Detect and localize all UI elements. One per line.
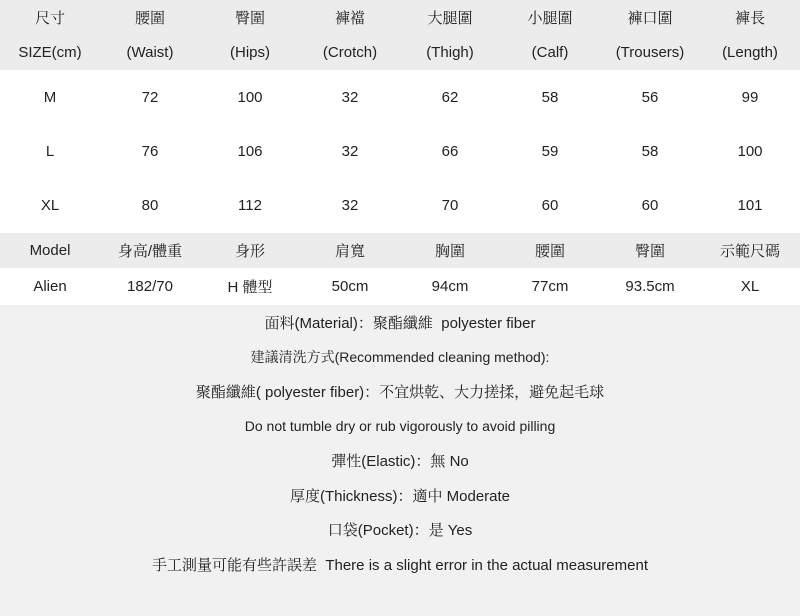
trousers-value: 60 xyxy=(641,197,659,215)
size-chart-table xyxy=(0,0,800,233)
hips-value: 100 xyxy=(237,88,263,106)
size-header-zh-row xyxy=(0,0,800,35)
waist-value: 80 xyxy=(141,197,159,215)
thigh-value: 70 xyxy=(441,197,459,215)
model-header-waist: 腰圍 xyxy=(534,242,565,260)
note-elastic: 彈性(Elastic)：無 No xyxy=(331,453,469,471)
size-label: M xyxy=(43,88,57,106)
calf-value: 60 xyxy=(541,197,559,215)
size-header-en-row xyxy=(0,35,800,70)
trousers-value: 58 xyxy=(641,142,659,160)
crotch-value: 32 xyxy=(341,88,359,106)
header-thigh-en: (Thigh) xyxy=(426,44,474,61)
model-header-chest: 胸圍 xyxy=(434,242,465,260)
model-height-weight: 182/70 xyxy=(127,277,173,295)
model-size: XL xyxy=(740,277,760,295)
note-material: 面料(Material)：聚酯纖維 polyester fiber xyxy=(264,314,536,332)
thigh-value: 66 xyxy=(441,142,459,160)
model-header-hips: 臀圍 xyxy=(634,242,665,260)
header-calf-en: (Calf) xyxy=(531,44,569,61)
model-header-body-type: 身形 xyxy=(234,242,265,260)
model-header-shoulder: 肩寬 xyxy=(334,242,365,260)
model-shoulder: 50cm xyxy=(331,277,369,295)
crotch-value: 32 xyxy=(341,197,359,215)
size-row-m xyxy=(0,70,800,124)
waist-value: 76 xyxy=(141,142,159,160)
hips-value: 106 xyxy=(237,142,263,160)
model-header-height-weight: 身高/體重 xyxy=(117,242,183,260)
waist-value: 72 xyxy=(141,88,159,106)
note-measurement-disclaimer: 手工測量可能有些許誤差 There is a slight error in the actual measurement xyxy=(152,556,648,574)
calf-value: 58 xyxy=(541,88,559,106)
header-trousers-zh: 褲口圍 xyxy=(627,10,673,27)
header-crotch-en: (Crotch) xyxy=(322,44,378,61)
length-value: 99 xyxy=(741,88,759,106)
model-body-type: H 體型 xyxy=(227,278,273,296)
header-size-en: SIZE(cm) xyxy=(18,44,82,61)
size-label: L xyxy=(45,142,55,160)
product-notes xyxy=(0,305,800,616)
hips-value: 112 xyxy=(238,197,262,215)
header-crotch-zh: 褲襠 xyxy=(334,10,365,27)
header-length-zh: 褲長 xyxy=(734,10,765,27)
model-row xyxy=(0,268,800,305)
size-row-xl xyxy=(0,179,800,233)
trousers-value: 56 xyxy=(641,88,659,106)
model-name: Alien xyxy=(33,277,67,295)
model-info-table xyxy=(0,233,800,305)
crotch-value: 32 xyxy=(341,142,359,160)
model-hips: 93.5cm xyxy=(625,277,675,295)
calf-value: 59 xyxy=(541,142,559,160)
note-cleaning-instructions-en: Do not tumble dry or rub vigorously to avoid pilling xyxy=(244,418,556,435)
header-size-zh: 尺寸 xyxy=(34,10,65,27)
header-waist-zh: 腰圍 xyxy=(134,10,165,27)
length-value: 101 xyxy=(737,197,763,215)
model-chest: 94cm xyxy=(431,277,469,295)
header-hips-en: (Hips) xyxy=(230,44,270,61)
size-row-l xyxy=(0,124,800,178)
model-waist: 77cm xyxy=(531,277,569,295)
header-trousers-en: (Trousers) xyxy=(615,44,685,61)
length-value: 100 xyxy=(737,142,763,160)
header-hips-zh: 臀圍 xyxy=(234,10,265,27)
note-cleaning-heading: 建議清洗方式(Recommended cleaning method): xyxy=(250,348,550,365)
model-header-row xyxy=(0,233,800,268)
size-label: XL xyxy=(40,197,60,215)
model-header-size: 示範尺碼 xyxy=(719,242,780,260)
note-pocket: 口袋(Pocket)：是 Yes xyxy=(327,522,473,540)
header-calf-zh: 小腿圍 xyxy=(527,10,573,27)
note-cleaning-instructions-zh: 聚酯纖維( polyester fiber)：不宜烘乾、大力搓揉，避免起毛球 xyxy=(195,383,605,401)
header-waist-en: (Waist) xyxy=(126,44,174,61)
model-header-model: Model xyxy=(29,241,71,259)
thigh-value: 62 xyxy=(441,88,459,106)
header-thigh-zh: 大腿圍 xyxy=(427,10,473,27)
note-thickness: 厚度(Thickness)：適中 Moderate xyxy=(289,487,511,505)
header-length-en: (Length) xyxy=(722,44,778,61)
